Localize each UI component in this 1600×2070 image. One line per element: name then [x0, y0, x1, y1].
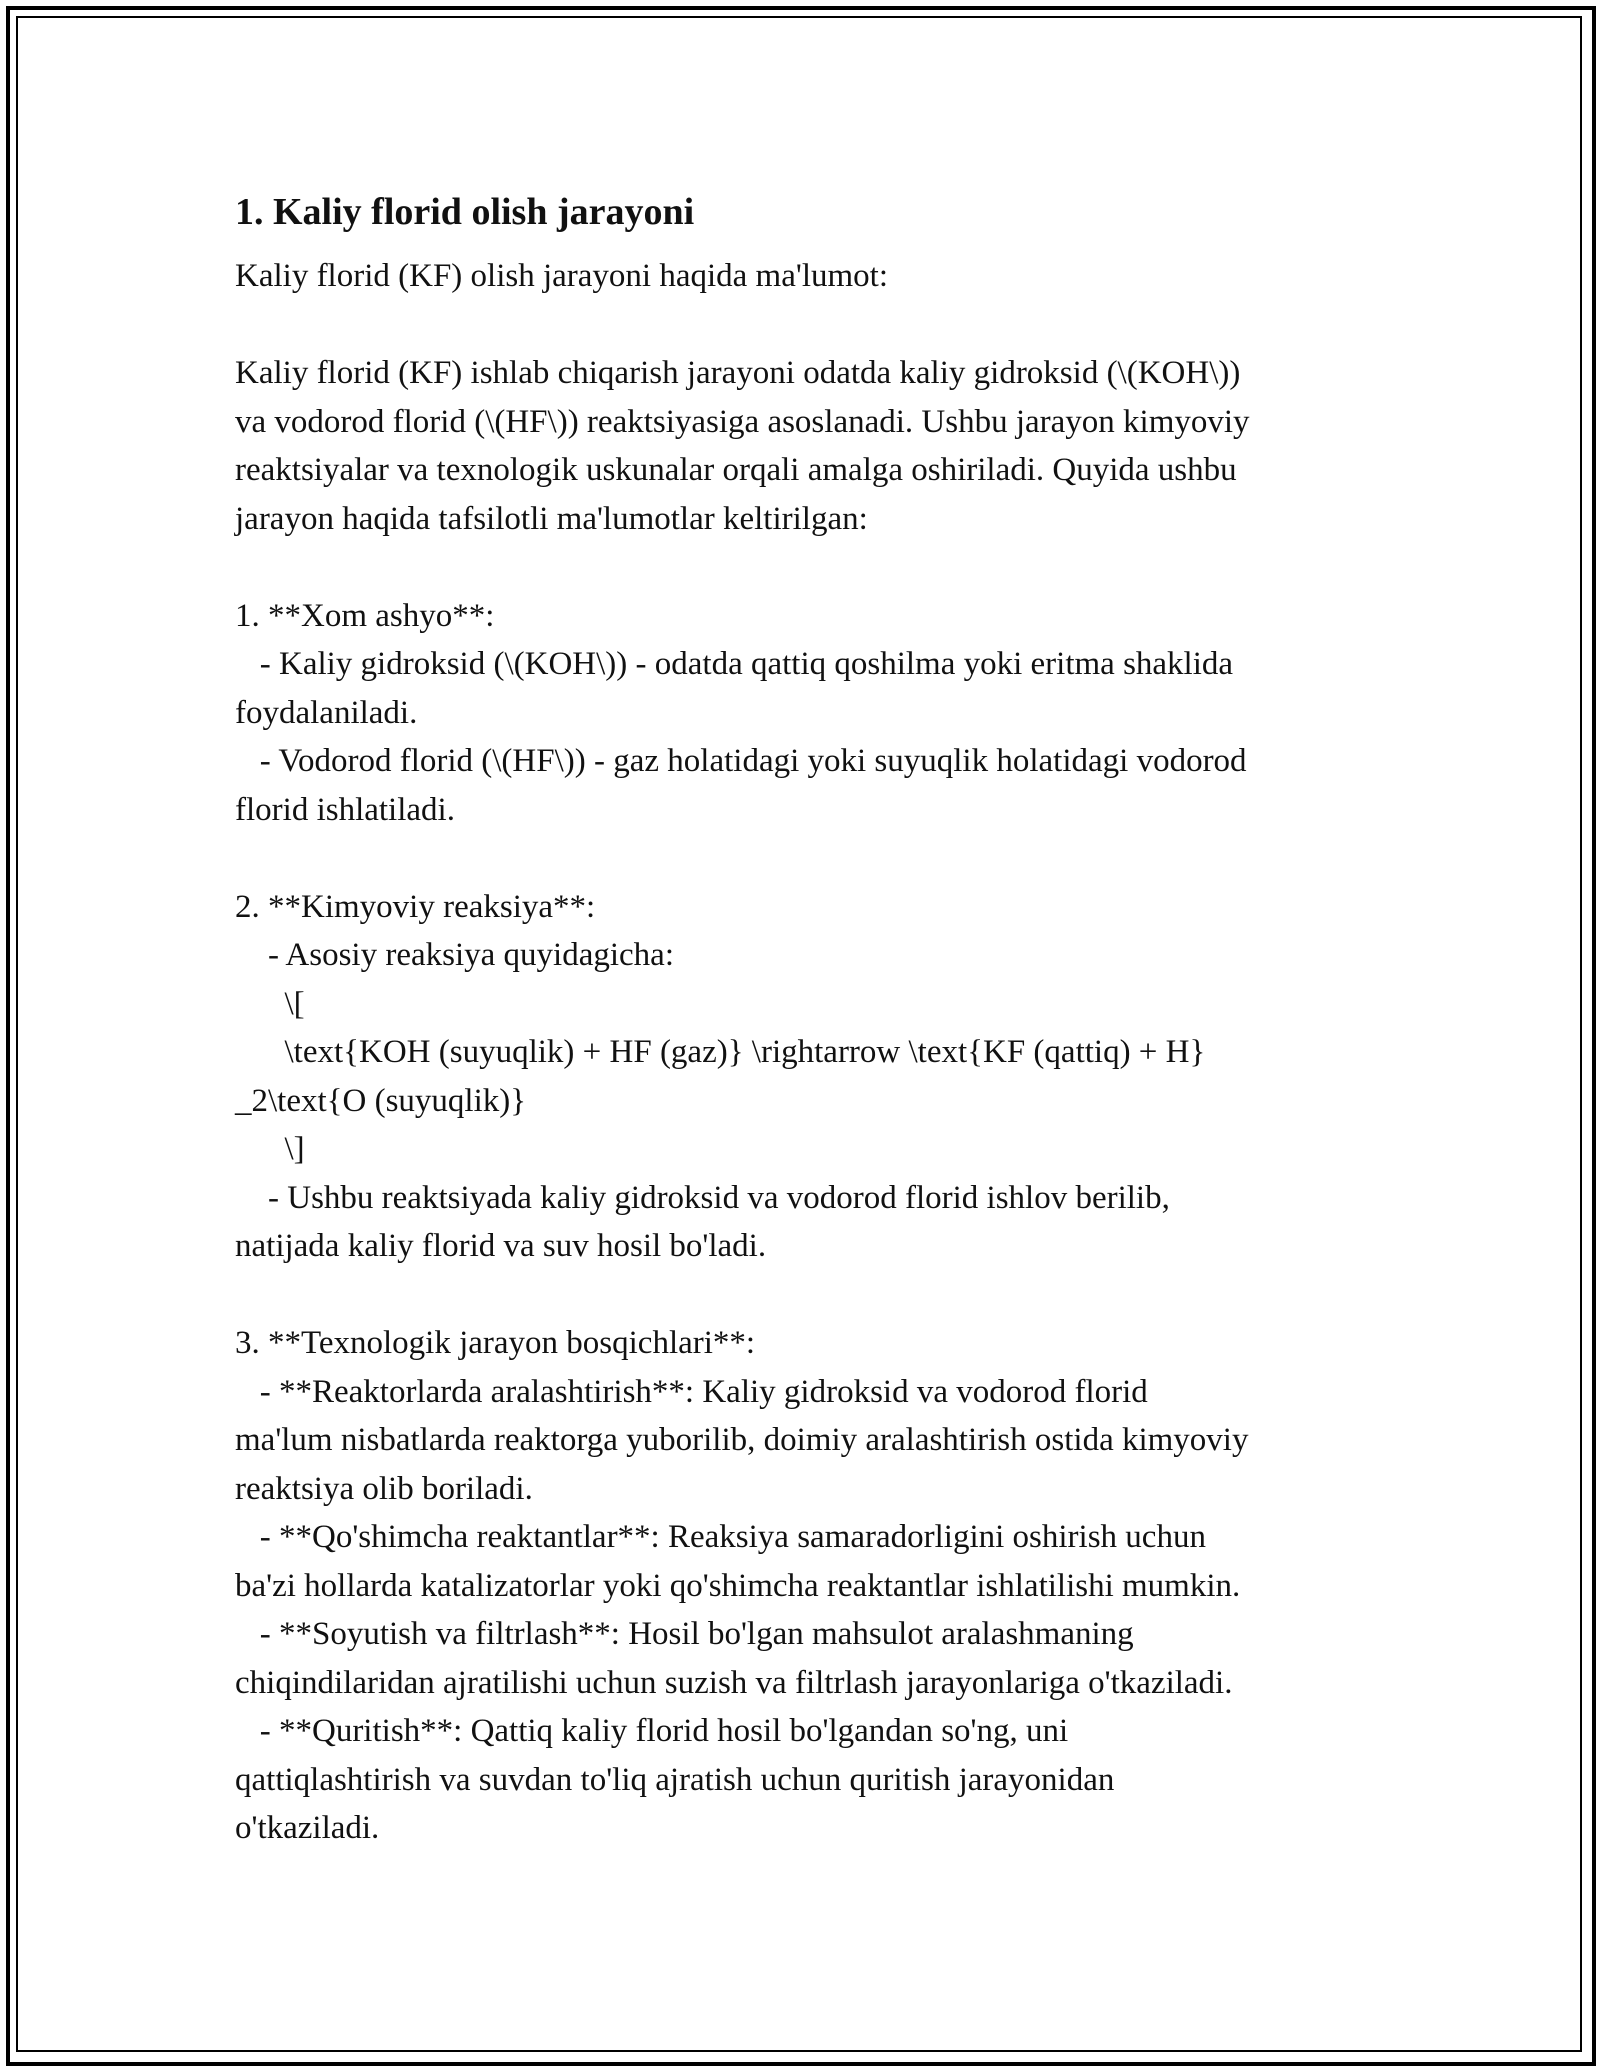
document-page [235, 182, 1395, 1853]
document-title: 1. Kaliy florid olish jarayoni [235, 191, 695, 233]
document-body: Kaliy florid (KF) olish jarayoni haqida ma'lumot: Kaliy florid (KF) ishlab chiqarish jarayoni odatda kaliy gidroksid (\(KOH\)) va vodorod florid (\(HF\)) reaktsiyasiga asoslanadi. Ushbu jarayon kimyoviy reaktsiyalar va texnologik uskunalar orqali amalga oshiriladi. Quyida ushbu jarayon haqida tafsilotli ma'lumotlar keltirilgan: 1. **Xom ashyo**: - Kaliy gidroksid (\(KOH\)) - odatda qattiq qoshilma yoki eritma shaklida foydalaniladi. - Vodorod florid (\(HF\)) - gaz holatidagi yoki suyuqlik holatidagi vodorod florid ishlatiladi. 2. **Kimyoviy reaksiya**: - Asosiy reaksiya quyidagicha: \[ \text{KOH (suyuqlik) + HF (gaz)} \rightarrow \text{KF (qattiq) + H} _2\text{O (suyuqlik)} \] - Ushbu reaktsiyada kaliy gidroksid va vodorod florid ishlov berilib, natijada kaliy florid va suv hosil bo'ladi. 3. **Texnologik jarayon bosqichlari**: - **Reaktorlarda aralashtirish**: Kaliy gidroksid va vodorod florid ma'lum nisbatlarda reaktorga yuborilib, doimiy aralashtirish ostida kimyoviy reaktsiya olib boriladi. - **Qo'shimcha reaktantlar**: Reaksiya samaradorligini oshirish uchun ba'zi hollarda katalizatorlar yoki qo'shimcha reaktantlar ishlatilishi mumkin. - **Soyutish va filtrlash**: Hosil bo'lgan mahsulot aralashmaning chiqindilaridan ajratilishi uchun suzish va filtrlash jarayonlariga o'tkaziladi. - **Quritish**: Qattiq kaliy florid hosil bo'lgandan so'ng, uni qattiqlashtirish va suvdan to'liq ajratish uchun quritish jarayonidan o'tkaziladi. [235, 258, 1250, 1846]
